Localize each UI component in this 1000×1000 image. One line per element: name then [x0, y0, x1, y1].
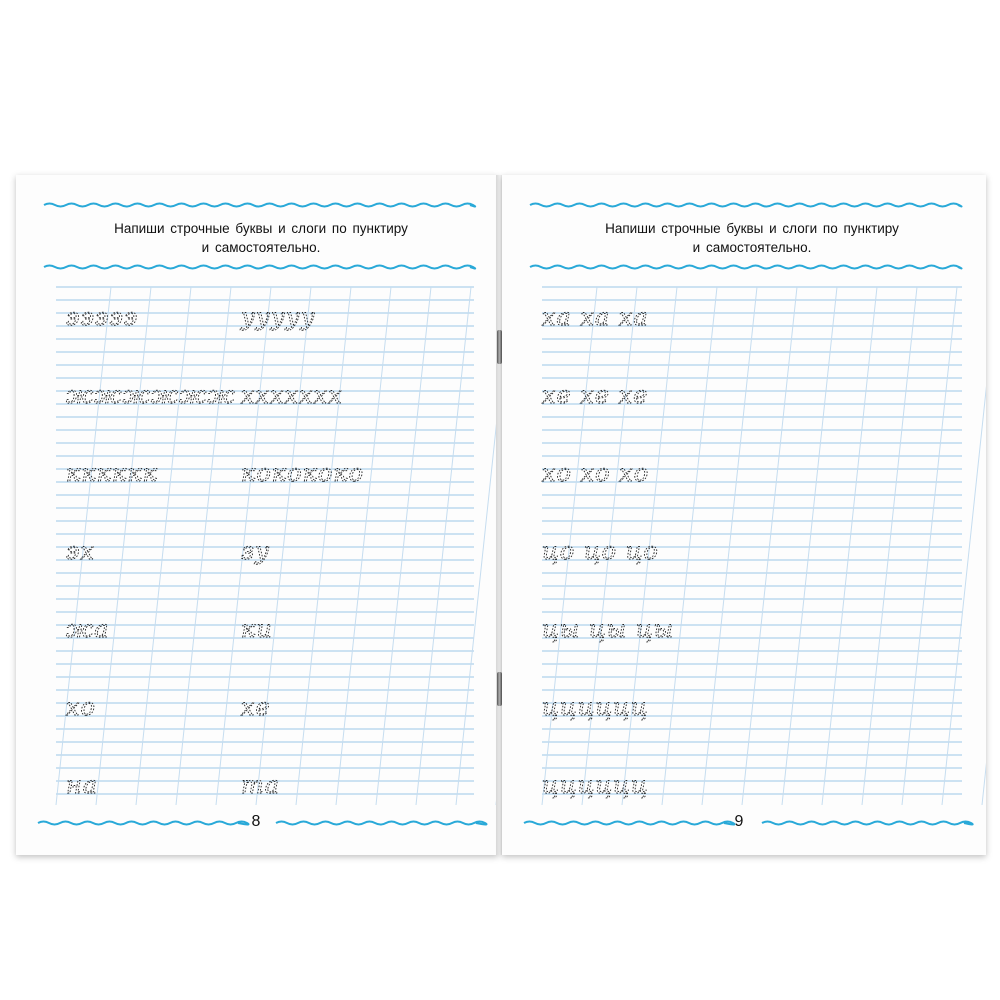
right-bottom-wave-left — [524, 822, 735, 825]
right-page-ruling — [502, 175, 986, 855]
left-exercise-text: ки — [241, 615, 273, 643]
left-exercise-text: кокококо — [241, 459, 365, 487]
right-page — [502, 175, 986, 855]
left-exercise-text: хе — [241, 693, 271, 721]
left-exercise-text: на — [66, 771, 99, 799]
left-page-ruling — [16, 175, 498, 855]
right-top-wave — [530, 204, 962, 207]
right-bottom-wave-right — [762, 822, 973, 825]
left-bottom-wave-left — [38, 822, 249, 825]
left-exercise-text: та — [241, 771, 281, 799]
right-slant-line — [982, 287, 986, 805]
left-exercise-text: эээээ — [66, 303, 139, 331]
right-exercise-text: цццццц — [542, 771, 649, 799]
left-exercise-text: зу — [241, 537, 271, 565]
left-instruction — [46, 219, 476, 257]
right-mid-wave — [530, 266, 962, 269]
left-exercise-text: жжжжжж — [66, 381, 236, 409]
right-instruction-line2: и самостоятельно. — [692, 240, 812, 255]
left-bottom-wave-right — [276, 822, 487, 825]
left-exercise-text: кккккк — [66, 459, 158, 487]
left-instruction-line1: Напиши строчные буквы и слоги по пунктиру — [114, 221, 408, 236]
left-exercise-text: жа — [66, 615, 110, 643]
right-exercise-text: цы цы цы — [542, 615, 675, 643]
left-mid-wave — [44, 266, 475, 269]
left-exercise-text: эх — [66, 537, 95, 565]
left-page-number: 8 — [251, 813, 261, 830]
right-page-number: 9 — [734, 813, 744, 830]
right-exercise-text: цццццц — [542, 693, 649, 721]
left-top-wave — [44, 204, 475, 207]
left-exercise-text: хо — [66, 693, 96, 721]
right-exercise-text: хо хо хо — [542, 459, 650, 487]
right-exercise-text: ха ха ха — [542, 303, 649, 331]
right-exercise-text: хе хе хе — [542, 381, 649, 409]
left-instruction-line2: и самостоятельно. — [201, 240, 321, 255]
left-exercise-text: ууууу — [241, 303, 316, 331]
right-instruction-line1: Напиши строчные буквы и слоги по пунктиру — [605, 221, 899, 236]
left-page — [16, 175, 498, 855]
right-exercise-text: цо цо цо — [542, 537, 659, 565]
left-exercise-text: ххххххх — [241, 381, 343, 409]
right-instruction — [532, 219, 972, 257]
